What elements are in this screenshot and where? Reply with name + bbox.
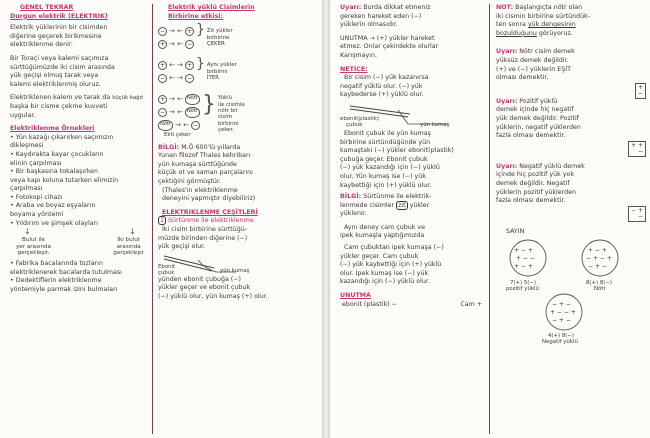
arrow-down-icon: ↓ <box>24 227 31 237</box>
p2-line: kalemi elektriklenmiş oluruz. <box>10 80 101 88</box>
ebonit-label: Ebonit <box>158 263 176 270</box>
p2-line: sürttüğümüzde iki cisim arasında <box>10 63 115 71</box>
lightning-right-line: gerçekleşir <box>113 250 144 257</box>
not-text: Başlangıçta nötr olan <box>515 4 583 11</box>
lightning-right-line: İki bulut <box>117 237 140 244</box>
unutma1-line: Karışmayın. <box>340 51 377 59</box>
brace-icon: } <box>195 22 205 39</box>
charge-row <box>158 106 200 119</box>
u2-line: yük demek değildir. Pozitif <box>496 114 579 122</box>
netice-label: NETİCE: <box>340 65 368 73</box>
negative-charge-icon: − <box>159 75 166 83</box>
negative-charge-icon: − <box>186 75 192 83</box>
title-genel-tekrar: GENEL TEKRAR <box>20 4 74 11</box>
p2-line: Ebonit çubuk ile yün kumaş <box>344 129 431 137</box>
unutma-ebonit <box>342 301 397 310</box>
example-item: • Yıldırım ve şimşek olayları <box>10 219 98 227</box>
svg-text:+ − +: + − + <box>514 263 533 271</box>
not-line <box>496 21 646 30</box>
bilgi-line <box>340 193 486 202</box>
ebonit-label: çubuk <box>346 121 363 128</box>
arrow-right-icon: → ← <box>169 40 183 49</box>
circle3-caption: Negatif yüklü <box>542 339 578 346</box>
example-item: veya kapı koluna tutarken elimizin <box>10 176 119 184</box>
effects-title: Elektrik yüklü Cisimlerin <box>168 4 255 11</box>
example-item: • Bir başkasına tokalaşırken <box>10 168 99 176</box>
neutral-label-line: cisim <box>217 114 232 121</box>
left-page <box>0 0 322 438</box>
p3-line: ipek kumaşla yaptığımızda <box>340 232 425 240</box>
arrow-right-icon: → ← <box>175 121 189 130</box>
uyari1-label: Uyarı: <box>340 4 362 11</box>
brace-icon: } <box>201 92 216 118</box>
charge-row <box>158 59 194 72</box>
example-item: • Fotokopi cihazı <box>10 193 63 201</box>
u3-label: Uyarı: <box>496 162 518 170</box>
charge-row <box>158 38 194 51</box>
example-item: • Kaydırakta kayar çocukların <box>10 150 104 158</box>
svg-text:− + −: − + − <box>552 301 571 309</box>
u1-label: Uyarı: <box>496 48 518 56</box>
u1-symbol <box>496 83 646 97</box>
u3-line: demek değildir. Negatif <box>496 179 570 187</box>
u1-line <box>496 48 646 57</box>
charge-circles <box>496 236 646 346</box>
yun-kumas-label: yün kumaş <box>220 267 250 274</box>
bilgi-line <box>340 202 486 211</box>
negative-charge-icon: − <box>159 28 166 36</box>
column-4 <box>496 4 646 346</box>
circle2-caption: 8(+) 8(−) <box>586 280 613 287</box>
notebook-gutter <box>322 0 330 438</box>
unutma-label: UNUTMA <box>340 292 371 300</box>
types-title: ELEKTRIKLENME ÇEŞİTLERİ <box>162 208 258 216</box>
unutma-row <box>340 301 486 310</box>
lightning-left-line: yer arasında <box>16 243 51 250</box>
lightning-left <box>16 237 51 257</box>
unutma1-line: etmez. Onlar çekirdekte olurlar <box>340 43 439 51</box>
type1-title: Sürtünme ile elektriklenme <box>168 217 254 225</box>
example2-item: elektriklenerek bacalarda tutulması <box>10 268 122 276</box>
circle3-caption: 4(+) 8(−) <box>548 333 575 340</box>
neutral-box-icon: + − <box>635 83 646 99</box>
neutral-label-line: ile cisimle <box>217 101 245 108</box>
bilgi-line: deneyini yapmıştır diyebiliriz) <box>162 195 256 203</box>
circle1-caption: 7(+) 5(−) <box>510 280 537 287</box>
svg-text:− + −: − + − <box>588 263 607 271</box>
lightning-right-line: arasında <box>116 243 141 250</box>
ebonit-figure <box>340 100 486 130</box>
column-divider <box>152 4 153 434</box>
u3-line: fazla olması demektir. <box>496 197 566 205</box>
uyari1-line <box>340 4 486 13</box>
charge-rows <box>158 59 194 85</box>
p1-line: diğerine geçerek birikmesine <box>10 32 102 40</box>
netice-line: negatif yüklü olur. (−) yük <box>340 82 423 90</box>
p2-line: kaybettiği için (+) yüklü olur. <box>340 181 432 189</box>
opposite-charges-group <box>158 22 318 51</box>
bilgi-line: Yunan filozof Thales kehribarı <box>158 152 251 160</box>
example-item: • Araba ve boyaz eşyaların <box>10 202 96 210</box>
type1-number: 1 <box>160 217 165 225</box>
minus-sign-icon: − <box>391 300 397 308</box>
opposite-label-line: birbirine <box>206 34 230 41</box>
example-item: dikleşmesi <box>10 142 44 150</box>
uyari1-text: Burda dikkat etmeniz <box>363 4 431 11</box>
arrow-right-icon: → ← <box>169 95 183 104</box>
u1-line: yüksüz demek değildir. <box>496 56 569 64</box>
brace-icon: } <box>195 56 205 73</box>
not-highlight: yük dengesinin <box>527 21 576 29</box>
bilgi-line: (Thales'in elektriklenme <box>162 186 238 194</box>
example-item: • Yün kazağı çıkarırken saçımızın <box>10 133 114 141</box>
u2-symbol <box>496 141 646 153</box>
bilgi-zit: zıt <box>398 201 406 209</box>
arrow-right-icon: → ← <box>169 27 183 36</box>
bilgi-text: yükler <box>409 201 430 209</box>
svg-text:− + −: − + − <box>552 317 571 325</box>
p3-line: kazandığı için (−) yüklü olur. <box>340 278 430 286</box>
positive-charge-icon: + <box>186 28 192 36</box>
u3-line: içinde hiç pozitif yük yok <box>496 171 574 179</box>
title-durgun-elektrik <box>10 13 150 22</box>
u1-line: (+) ve (−) yüklerin EŞİT <box>496 65 571 73</box>
title-durgun-pre: Durgun elektrik <box>10 12 66 20</box>
neutral-label-line: çeker. <box>217 127 234 134</box>
p3-note: küçük kağıt <box>112 95 144 102</box>
positive-box-icon: + + − <box>628 141 646 157</box>
p2-line: birbirine sürtündüğünde yün <box>340 138 431 146</box>
u2-line: fazla olması demektir. <box>496 132 566 140</box>
u2-label: Uyarı: <box>496 97 518 105</box>
bilgi-text: Sürtünme ile elektrik- <box>363 193 432 201</box>
p2-line: yük geçişi olmuş tarak veya <box>10 72 99 80</box>
lightning-types <box>10 237 150 257</box>
u3-symbol <box>496 206 646 218</box>
bilgi-line: çektiğini görmüştür. <box>158 177 221 185</box>
u2-text: Pozitif yüklü <box>519 97 558 105</box>
type1-line2: (−) yüklü olur, yün kumaş (+) olur. <box>158 292 268 300</box>
charge-row <box>158 93 200 106</box>
lightning-right <box>113 237 144 257</box>
p3-line: olur. İpek kumaş ise (−) yük <box>340 269 429 277</box>
lightning-left-line: gerçekleşir. <box>17 250 50 257</box>
arrow-right-icon: → ← <box>169 108 183 117</box>
rubbing-figure <box>158 252 318 276</box>
p3-line: uygular. <box>10 111 36 119</box>
bilgi-text: lenmede cisimler <box>340 201 395 209</box>
neutral-note: Ekti çeker <box>164 132 191 139</box>
p3-line: Cam çubuktan ipek kumaşa (−) <box>344 244 444 252</box>
example2-item: • Fabrika bacalarında tozların <box>10 260 103 268</box>
p2-line: Bir Toraçi veya kalemi saçımıza <box>10 54 109 62</box>
neutral-charges-group <box>158 93 318 138</box>
opposite-label-line: ÇEKER <box>206 41 225 47</box>
neutral-label <box>218 93 245 138</box>
example-item: boyama yöntemi <box>10 211 64 219</box>
type1-line: müzde birinden diğerine (−) <box>158 234 248 242</box>
lightning-arrows <box>10 228 150 237</box>
svg-text:+ − − +: + − − + <box>550 309 576 317</box>
unutma-cam <box>460 301 482 310</box>
circle2-caption: Nötr <box>594 286 606 293</box>
example-item: çarpılması <box>10 185 43 193</box>
negative-charge-icon: − <box>192 122 198 130</box>
p1-line: Elektrik yüklerinin bir cisimden <box>10 24 108 32</box>
type1-heading <box>158 217 318 226</box>
column-divider <box>489 4 490 434</box>
title-durgun-post: (ELEKTRIK) <box>68 12 108 20</box>
negative-charge-icon: − <box>186 41 192 49</box>
arrow-left-icon: ← → <box>169 61 183 70</box>
not-text: görüyoruz. <box>538 29 573 37</box>
netice-line: kaybederse (+) yüklü olur. <box>340 91 424 99</box>
example-item: elinin çarpılması <box>10 159 62 167</box>
effects-title-2: Birbirine etkisi: <box>168 12 223 20</box>
svg-text:+ − +: + − + <box>588 247 607 255</box>
opposite-label-line: Zıt yükler <box>206 28 233 35</box>
examples-title: Elektriklenme Örnekleri <box>10 125 95 133</box>
bilgi-line: yün kumaşa sürttüğünde <box>158 160 237 168</box>
bilgi-line: küçük ot ve saman parçalarını <box>158 169 253 177</box>
positive-charge-icon: + <box>159 96 166 104</box>
charge-row <box>158 25 194 38</box>
arrow-down-icon: ↓ <box>129 227 136 237</box>
bilgi-label: BİLGİ: <box>340 193 362 201</box>
neutral-label-line: birbirini <box>217 120 239 127</box>
neutral-charge-icon: Nötr <box>185 94 200 105</box>
u2-line: demek içinde hiç negatif <box>496 106 574 114</box>
neutral-label-line: Yüklü <box>217 95 233 102</box>
p2-line: olur. Yün kumaş ise (−) yük <box>340 172 426 180</box>
p3-text: Elektriklenen kalem ve tarak da <box>10 94 111 102</box>
not-line: iki cismin birbirine sürtündük- <box>496 12 591 20</box>
type1-line: yük geçişi olur. <box>158 243 206 251</box>
negative-box-icon: − + − <box>628 206 646 222</box>
u3-text: Negatif yüklü demek <box>519 162 585 170</box>
column-1 <box>10 4 150 294</box>
bilgi-line <box>158 144 318 153</box>
p2-line: çubuğa geçer. Ebonit çubuk <box>340 155 428 163</box>
neutral-label-line: nötr bir <box>217 108 238 114</box>
unutma-ebonit-text: ebonit (plastik) <box>342 300 390 308</box>
bilgi-line: yüklenir. <box>340 210 367 218</box>
plus-sign-icon: + <box>476 300 482 308</box>
unutma-cam-text: Cam <box>460 300 475 308</box>
p3-line: (−) yük kaybettiği için (+) yüklü <box>340 261 442 269</box>
u2-line: yüklerin, negatif yüklerden <box>496 123 581 131</box>
u2-line <box>496 98 646 107</box>
arrow-left-icon: ← → <box>169 74 183 83</box>
svg-text:+ − +: + − + <box>514 247 533 255</box>
circle1-caption: pozitif yüklü <box>506 286 539 293</box>
charge-row <box>158 119 200 132</box>
example2-item: • Dedektiflerin elektriklenme <box>10 277 102 285</box>
lightning-left-line: Bulut ile <box>21 237 45 244</box>
yun-kumas-label: yün kumaş <box>420 121 450 128</box>
ebonit-label: ebonit(plastik) <box>340 115 380 122</box>
charge-rows <box>158 25 194 51</box>
positive-charge-icon: + <box>159 62 166 70</box>
unutma1-line: UNUTMA → (+) yükler hareket <box>340 34 435 42</box>
uyari1-line: yüklerin olmasıdır. <box>340 21 398 29</box>
svg-text:+ − −: + − − <box>516 255 535 263</box>
example2-item: yöntemiyle parmak izini bulmaları <box>10 285 118 293</box>
uyari1-line: gereken hareket eden (−) <box>340 12 422 20</box>
charge-rows <box>158 93 200 138</box>
bilgi-text: M.Ö 600'lü yıllarda <box>181 143 241 151</box>
sayin-label: SAYIN <box>506 227 525 235</box>
not-label: NOT: <box>496 4 514 11</box>
neutral-charge-icon: Nötr <box>158 120 173 131</box>
opposite-label <box>207 25 233 51</box>
p2-line: kumaştaki (−) yükler ebonit(plastik) <box>340 147 454 155</box>
same-label-line: birbirini <box>206 68 228 75</box>
netice-line: Bir cisim (−) yük kazanırsa <box>344 74 429 82</box>
positive-charge-icon: + <box>159 41 166 49</box>
p3-line: yükler geçer. Cam çubuk <box>340 252 419 260</box>
right-page <box>330 0 650 438</box>
svg-text:− + − +: − + − + <box>586 255 612 263</box>
u3-line: yüklerin pozitif yüklerden <box>496 188 576 196</box>
column-2 <box>158 4 318 302</box>
ebonit-label: çubuk <box>158 269 175 276</box>
p3-line <box>10 94 150 103</box>
bilgi-label: BİLGİ: <box>158 143 180 151</box>
not-highlight: bozulduğunu <box>496 29 537 37</box>
column-3 <box>340 4 486 309</box>
not-line <box>496 4 646 13</box>
negative-charge-icon: − <box>159 109 166 117</box>
positive-charge-icon: + <box>186 62 192 70</box>
neutral-charge-icon: Nötr <box>185 107 200 118</box>
same-label-line: Aynı yükler <box>206 62 237 69</box>
type1-line: İki cisim birbirine sürttüğü- <box>162 225 247 233</box>
examples-list <box>10 134 150 229</box>
type1-line2: yünden ebonit çubuğa (−) <box>158 275 241 283</box>
u3-line <box>496 163 646 172</box>
same-charges-group <box>158 56 318 85</box>
p3-line: başka bir cisme çekme kuvveti <box>10 102 108 110</box>
type1-line2: yükler geçer ve ebonit çubuk <box>158 284 250 292</box>
u1-text: Nötr cisim demek <box>519 48 575 56</box>
not-line <box>496 30 646 39</box>
same-label-line: İTER <box>206 75 219 81</box>
u1-line: olması demektir. <box>496 74 549 82</box>
p3-line: Aynı deney cam çubuk ve <box>344 223 425 231</box>
p1-line: elektriklenme denir. <box>10 41 73 49</box>
same-label <box>207 59 237 85</box>
p2-line: (−) yük kazandığı için (−) yüklü <box>340 164 440 172</box>
not-text: ten sonra <box>496 21 526 29</box>
charge-row <box>158 72 194 85</box>
